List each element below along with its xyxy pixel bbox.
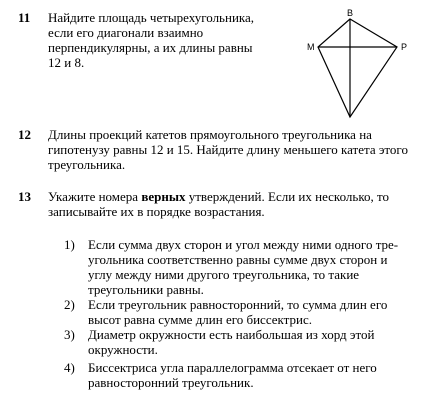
vertex-label-left: M (307, 42, 315, 52)
statement-2-number: 2) (64, 297, 75, 312)
problem-11-line-4: 12 и 8. (48, 55, 85, 70)
statement-1-line-3: углу между ними другого треугольника, то такие (88, 267, 360, 282)
intro-after: утверждений. Если их несколько, то (185, 189, 389, 204)
problem-11-line-1: Найдите площадь четырехугольника, (48, 10, 255, 25)
statement-1-line-1: Если сумма двух сторон и угол между ними одного тре- (88, 237, 399, 252)
statement-2-line-2: высот равна сумме длин его биссектрис. (88, 312, 312, 327)
statement-1-number: 1) (64, 237, 75, 252)
statement-4-line-1: Биссектриса угла параллелограмма отсекает от него (88, 360, 377, 375)
problem-11-line-2: если его диагонали взаимно (48, 25, 204, 40)
vertex-label-right: P (401, 42, 408, 52)
problem-13-intro-line-1 (48, 189, 389, 204)
problem-12-line-3: треугольника. (48, 157, 126, 172)
intro-before: Укажите номера (48, 189, 142, 204)
statement-4-number: 4) (64, 360, 75, 375)
statement-3-line-1: Диаметр окружности есть наибольшая из хорд этой (88, 327, 375, 342)
kite-figure (300, 8, 420, 123)
problem-11-number: 11 (18, 10, 31, 25)
statement-1-line-4: треугольники равны. (88, 282, 204, 297)
problem-12-number: 12 (18, 127, 31, 142)
problem-13-number: 13 (18, 189, 31, 204)
statement-2-line-1: Если треугольник равносторонний, то сумма длин его (88, 297, 388, 312)
statement-3-number: 3) (64, 327, 75, 342)
vertex-label-top: B (347, 8, 354, 18)
problem-11-line-3: перпендикулярны, а их длины равны (48, 40, 253, 55)
statement-3-line-2: окружности. (88, 342, 158, 357)
problem-13-intro-line-2: записывайте их в порядке возрастания. (48, 204, 265, 219)
statement-1-line-2: угольника соответственно равны сумме двух сторон и (88, 252, 388, 267)
intro-bold-word: верных (141, 189, 186, 204)
problem-12-line-1: Длины проекций катетов прямоугольного треугольника на (48, 127, 372, 142)
problem-12-line-2: гипотенузу равны 12 и 15. Найдите длину меньшего катета этого (48, 142, 408, 157)
kite-outline (318, 19, 397, 117)
statement-4-line-2: равносторонний треугольник. (88, 375, 254, 390)
